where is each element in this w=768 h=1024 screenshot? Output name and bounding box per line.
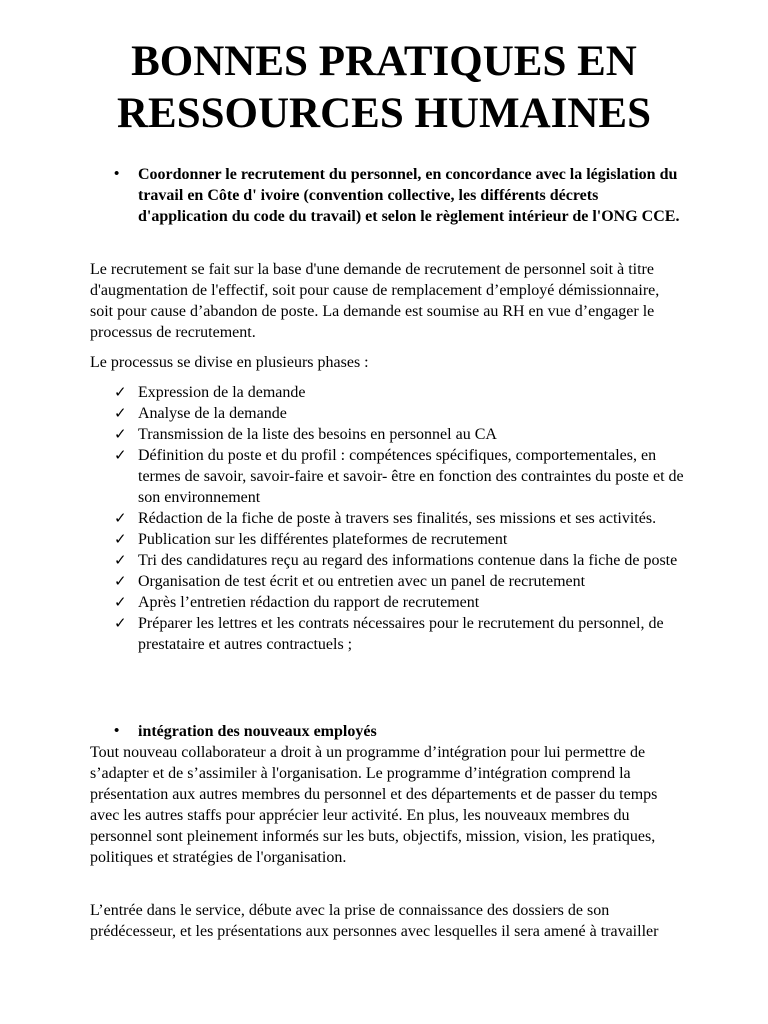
- bullet-integration: [90, 721, 690, 742]
- bullet-integration-text: intégration des nouveaux employés: [138, 723, 377, 740]
- checkmark-icon: ✓: [114, 593, 127, 611]
- paragraph-recrutement: Le recrutement se fait sur la base d'une demande de recrutement de personnel soit à titre d'augmentation de l'effectif, soit pour cause de remplacement d’employé démissionnaire, soit pour cause d’abandon de poste. La demande est soumise au RH en vue d’engager le processus de recrutement.: [90, 261, 660, 341]
- checkmark-icon: ✓: [114, 551, 127, 569]
- checkmark-icon: ✓: [114, 446, 127, 464]
- title-line-2: RESSOURCES HUMAINES: [116, 90, 652, 137]
- bullet-dot-icon: •: [114, 166, 120, 182]
- list-item: ✓ Préparer les lettres et les contrats nécessaires pour le recrutement du personnel, de prestataire et autres contractuels ;: [114, 614, 664, 653]
- paragraph-integration: Tout nouveau collaborateur a droit à un programme d’intégration pour lui permettre de s’adapter et de s’assimiler à l'organisation. Le programme d’intégration comprend la présentation aux autres membres du personnel et des départements et de passer du temps avec les autres staffs pour apprécier leur activité. En plus, les nouveaux membres du personnel sont pleinement informés sur les buts, objectifs, mission, vision, les pratiques, politiques et stratégies de l'organisation.: [90, 744, 658, 866]
- paragraph-entree-service: L’entrée dans le service, débute avec la prise de connaissance des dossiers de son prédécesseur, et les présentations aux personnes avec lesquelles il sera amené à travailler: [90, 902, 659, 940]
- title-line-1: BONNES PRATIQUES EN: [131, 38, 637, 85]
- checkmark-icon: ✓: [114, 509, 127, 527]
- list-item: ✓ Définition du poste et du profil : compétences spécifiques, comportementales, en termes de savoir, savoir-faire et savoir- être en fonction des contraintes du poste et de son environnement: [114, 446, 684, 506]
- checkmark-icon: ✓: [114, 572, 127, 590]
- list-item: ✓ Après l’entretien rédaction du rapport de recrutement: [114, 593, 480, 611]
- list-item: ✓ Transmission de la liste des besoins en personnel au CA: [114, 425, 497, 443]
- checkmark-icon: ✓: [114, 614, 127, 632]
- bullet-dot-icon: •: [114, 723, 120, 739]
- phases-checklist: [90, 382, 690, 655]
- list-item: ✓ Publication sur les différentes plateformes de recrutement: [114, 530, 508, 548]
- paragraph-processus: Le processus se divise en plusieurs phases :: [90, 354, 369, 371]
- checkmark-icon: ✓: [114, 404, 127, 422]
- list-item: ✓ Analyse de la demande: [114, 404, 287, 422]
- page-title: [0, 36, 768, 140]
- list-item: ✓ Tri des candidatures reçu au regard des informations contenue dans la fiche de poste: [114, 551, 678, 569]
- list-item: ✓ Organisation de test écrit et ou entretien avec un panel de recrutement: [114, 572, 586, 590]
- checkmark-icon: ✓: [114, 383, 127, 401]
- bullet-coordonner: [90, 164, 690, 227]
- list-item: ✓ Expression de la demande: [114, 383, 306, 401]
- bullet-coordonner-text: Coordonner le recrutement du personnel, en concordance avec la législation du travail en Côte d' ivoire (convention collective, les différents décrets d'application du code du travail) et selon le règlement intérieur de l'ONG CCE.: [138, 166, 680, 225]
- checkmark-icon: ✓: [114, 425, 127, 443]
- list-item: ✓ Rédaction de la fiche de poste à travers ses finalités, ses missions et ses activités.: [114, 509, 657, 527]
- checkmark-icon: ✓: [114, 530, 127, 548]
